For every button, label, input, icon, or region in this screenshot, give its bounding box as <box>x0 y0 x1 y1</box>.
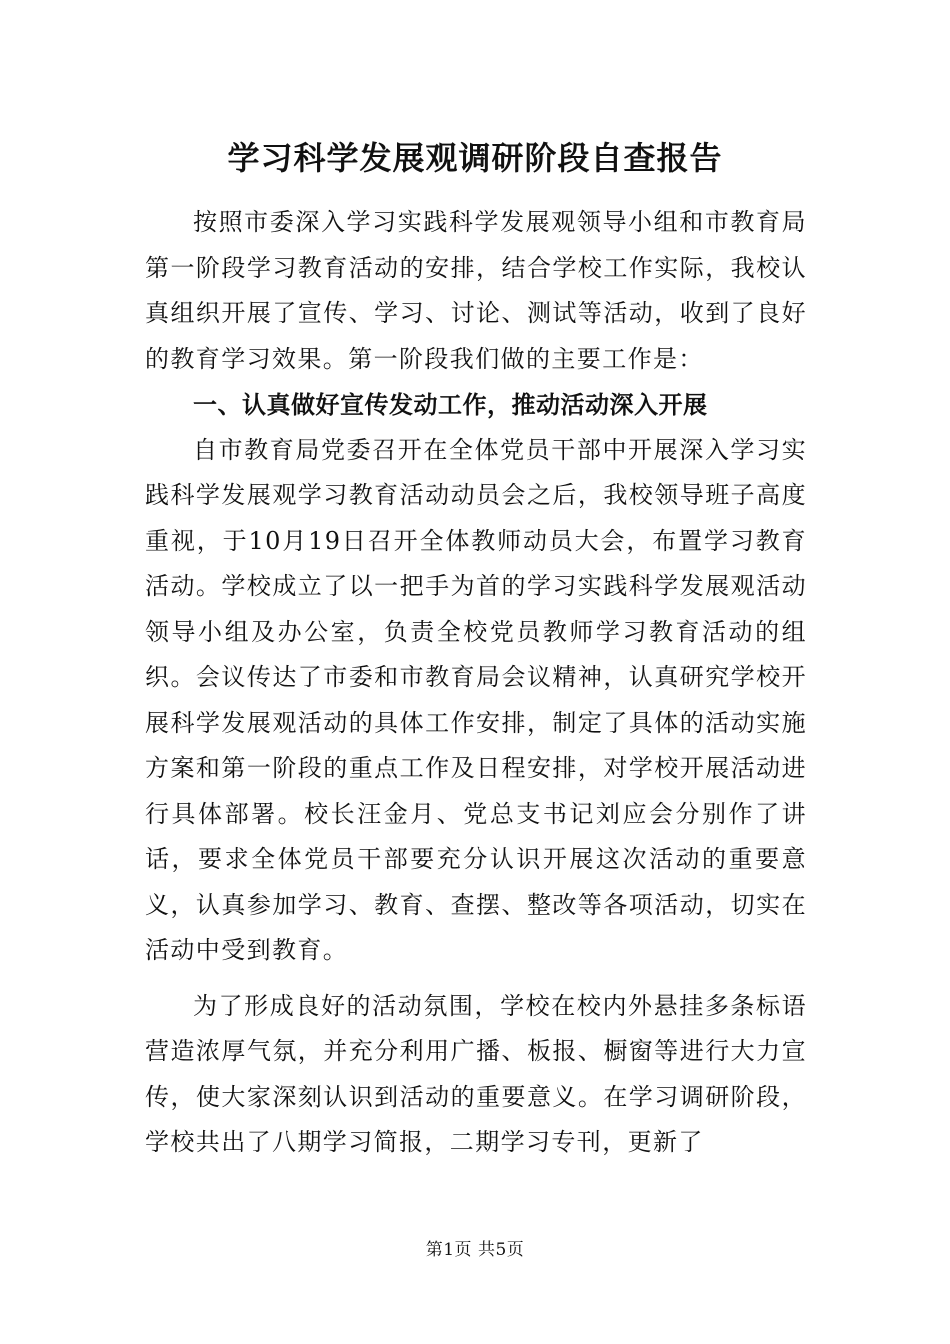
page-number-footer: 第1页 共5页 <box>425 1240 525 1260</box>
intro-paragraph: 按照市委深入学习实践科学发展观领导小组和市教育局第一阶段学习教育活动的安排，结合学校工作实际，我校认真组织开展了宣传、学习、讨论、测试等活动，收到了良好的教育学习效果。第一阶段我们做的主要工作是： <box>145 208 807 373</box>
document-body <box>145 200 807 1166</box>
section-heading-1: 一、认真做好宣传发动工作，推动活动深入开展 <box>193 390 708 419</box>
section-1-paragraph-2: 为了形成良好的活动氛围，学校在校内外悬挂多条标语营造浓厚气氛，并充分利用广播、板报、橱窗等进行大力宣传，使大家深刻认识到活动的重要意义。在学习调研阶段，学校共出了八期学习简报，二期学习专刊，更新了 <box>145 991 807 1156</box>
document-title: 学习科学发展观调研阶段自查报告 <box>227 139 723 177</box>
section-1-paragraph-1: 自市教育局党委召开在全体党员干部中开展深入学习实践科学发展观学习教育活动动员会之后，我校领导班子高度重视，于10月19日召开全体教师动员大会，布置学习教育活动。学校成立了以一把手为首的学习实践科学发展观活动领导小组及办公室，负责全校党员教师学习教育活动的组织。会议传达了市委和市教育局会议精神，认真研究学校开展科学发展观活动的具体工作安排，制定了具体的活动实施方案和第一阶段的重点工作及日程安排，对学校开展活动进行具体部署。校长汪金月、党总支书记刘应会分别作了讲话，要求全体党员干部要充分认识开展这次活动的重要意义，认真参加学习、教育、查摆、整改等各项活动，切实在活动中受到教育。 <box>145 435 807 964</box>
paragraph-gap <box>145 974 807 984</box>
